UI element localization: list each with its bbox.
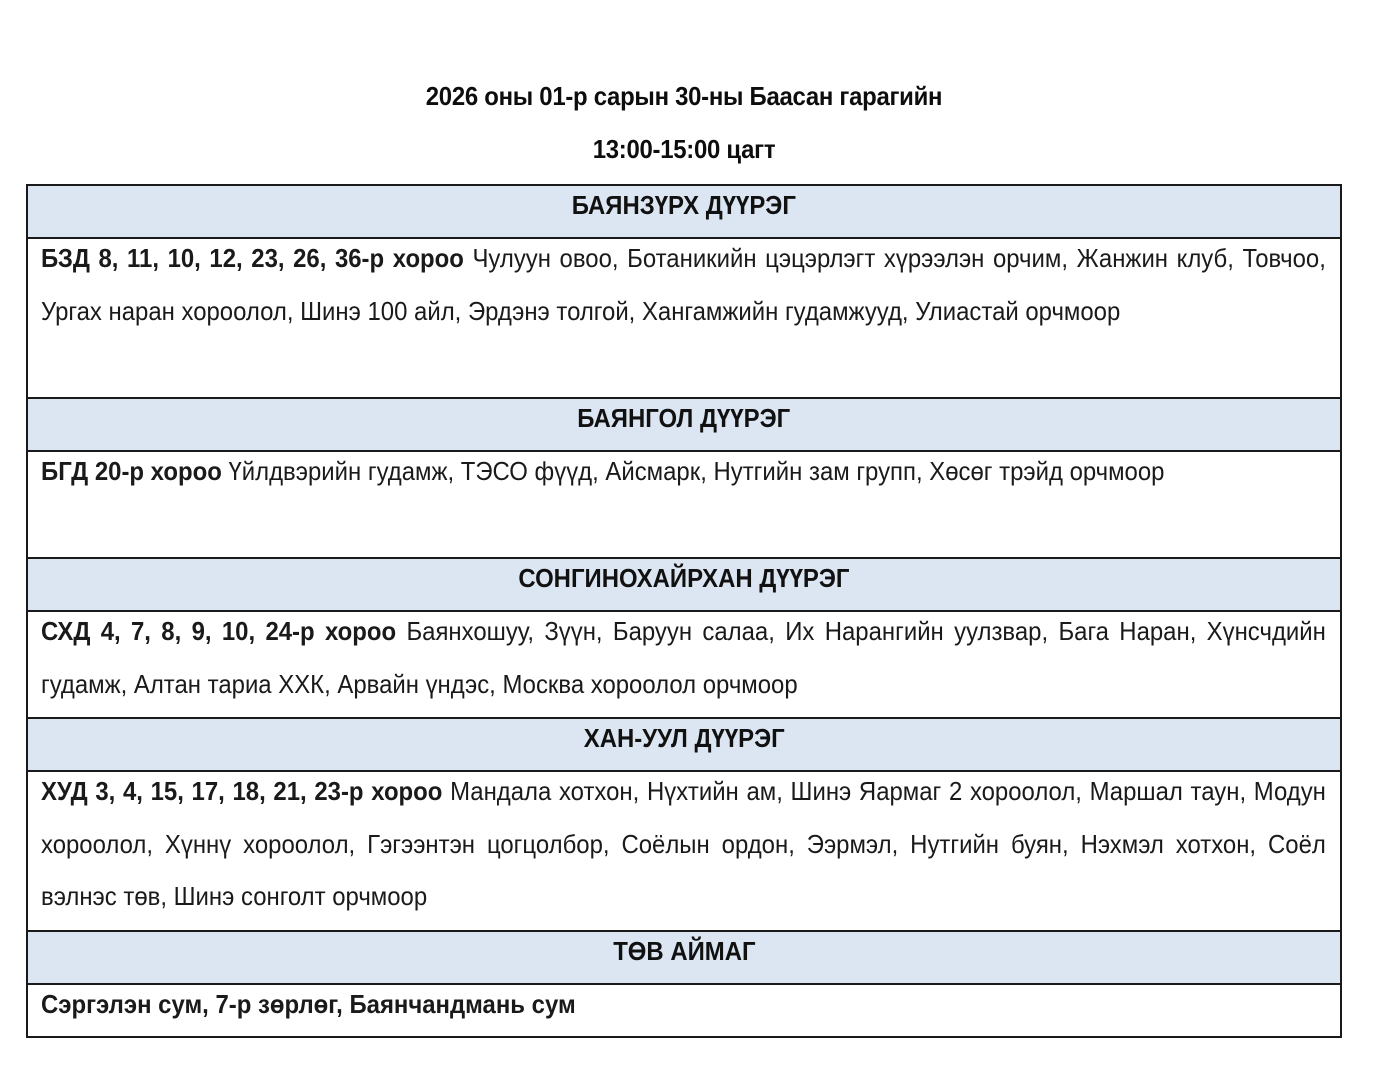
outage-schedule-table [26,184,1342,1038]
district-header-cell [27,398,1341,451]
district-areas-row [27,984,1341,1037]
district-header-row [27,718,1341,771]
district-name: СОНГИНОХАЙРХАН ДҮҮРЭГ [518,563,850,593]
district-name: ХАН-УУЛ ДҮҮРЭГ [583,723,785,753]
district-areas-row [27,771,1341,931]
area-list: Үйлдвэрийн гудамж, ТЭСО фүүд, Айсмарк, Нутгийн зам групп, Хөсөг трэйд орчмоор [221,456,1165,486]
district-areas-cell [27,984,1341,1037]
district-areas-cell [27,771,1341,931]
district-header-cell [27,718,1341,771]
district-name: БАЯНГОЛ ДҮҮРЭГ [577,403,791,433]
soum-list: Сэргэлэн сум, 7-р зөрлөг, Баянчандмань сум [41,989,576,1019]
khoroo-list: БЗД 8, 11, 10, 12, 23, 26, 36-р хороо [41,243,464,273]
district-areas-row [27,611,1341,718]
district-header-cell [27,558,1341,611]
district-header-cell [27,185,1341,238]
district-areas-row [27,238,1341,398]
area-list: Мандала хотхон, Нүхтийн ам, Шинэ Яармаг 2 хороолол, Маршал таун, Модун хороолол, Хүннү хороолол, Гэгээнтэн цогцолбор, Соёлын ордон, Ээрмэл, Нутгийн буян, Нэхмэл хотхон, Соёл вэлнэс төв, Шинэ сонголт орчмоор [41,776,1326,911]
document-time-range: 13:00-15:00 цагт [592,134,776,164]
khoroo-list: ХУД 3, 4, 15, 17, 18, 21, 23-р хороо [41,776,443,806]
district-header-cell [27,931,1341,984]
district-header-row [27,398,1341,451]
district-header-row [27,558,1341,611]
document-title: 2026 оны 01-р сарын 30-ны Баасан гарагийн [425,81,943,111]
district-areas-cell [27,451,1341,558]
area-list: Чулуун овоо, Ботаникийн цэцэрлэгт хүрээлэн орчим, Жанжин клуб, Товчоо, Ургах наран хороолол, Шинэ 100 айл, Эрдэнэ толгой, Хангамжийн гудамжууд, Улиастай орчмоор [41,243,1326,326]
district-areas-cell [27,611,1341,718]
area-list: Баянхошуу, Зүүн, Баруун салаа, Их Нарангийн уулзвар, Бага Наран, Хүнсчдийн гудамж, Алтан тариа ХХК, Арвайн үндэс, Москва хороолол орчмоор [41,616,1326,699]
district-areas-row [27,451,1341,558]
khoroo-list: СХД 4, 7, 8, 9, 10, 24-р хороо [41,616,397,646]
khoroo-list: БГД 20-р хороо [41,456,222,486]
district-areas-cell [27,238,1341,398]
district-header-row [27,931,1341,984]
province-name: ТӨВ АЙМАГ [612,936,756,966]
district-header-row [27,185,1341,238]
district-name: БАЯНЗҮРХ ДҮҮРЭГ [571,190,797,220]
